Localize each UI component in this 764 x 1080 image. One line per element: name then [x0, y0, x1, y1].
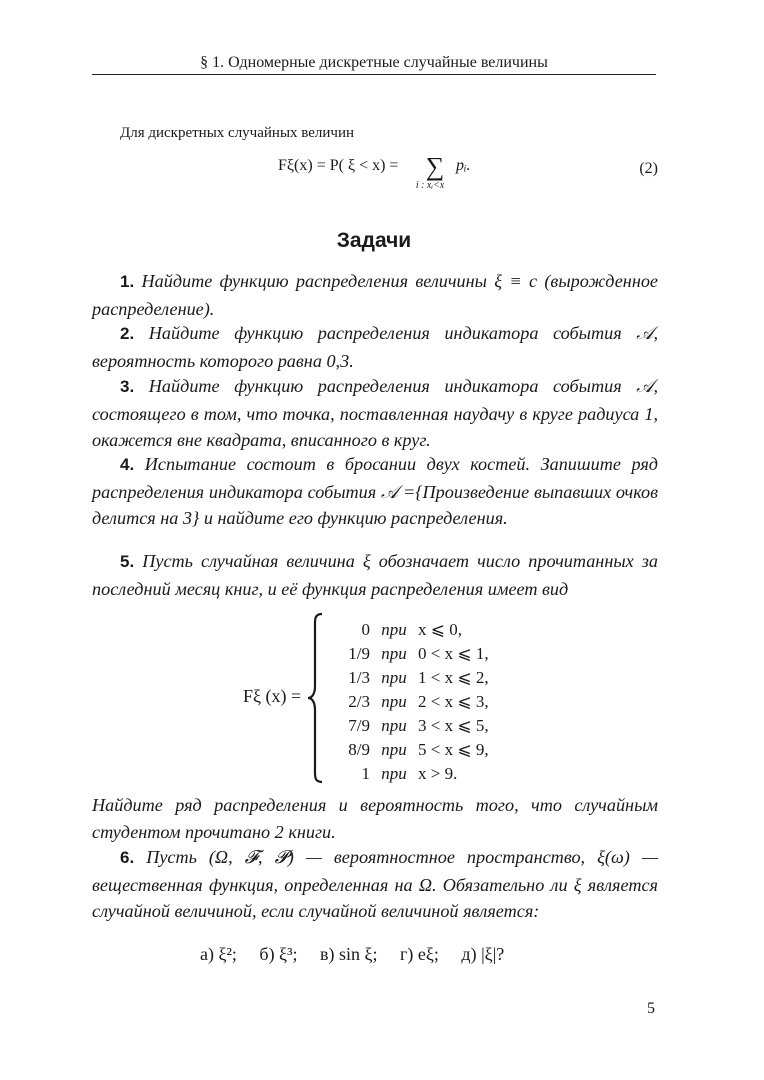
problem-4: [92, 451, 658, 532]
problem-number: 3.: [120, 377, 135, 396]
cdf-word: при: [381, 692, 407, 711]
cdf-word: при: [381, 620, 407, 639]
sum-subscript: i : xᵢ<x: [415, 180, 445, 191]
intro-text: Для дискретных случайных величин: [120, 125, 355, 141]
cdf-word: при: [381, 668, 407, 687]
cdf-word: при: [381, 764, 407, 783]
running-header: § 1. Одномерные дискретные случайные величины: [200, 54, 548, 71]
cdf-value: 2/3: [348, 692, 370, 711]
cdf-condition: 2 < x ⩽ 3,: [418, 692, 489, 711]
variant-d: г) eξ;: [400, 944, 439, 964]
cdf-value: 7/9: [348, 716, 370, 735]
problem-text: Пусть случайная величина ξ обозначает число прочитанных за последний месяц книг, и её функция распределения имеет вид: [92, 551, 658, 599]
sum-term: pᵢ.: [456, 157, 471, 174]
variant-a: а) ξ²;: [200, 944, 237, 964]
cdf-label: Fξ (x) =: [243, 686, 302, 706]
cdf-condition: x > 9.: [418, 764, 458, 783]
cdf-condition: 3 < x ⩽ 5,: [418, 716, 489, 735]
cdf-row: [326, 666, 489, 690]
problem-text: Испытание состоит в бросании двух костей. Запишите ряд распределения индикатора события 𝒜 ={Произведение выпавших очков делится на 3} и найдите его функцию распределения.: [92, 454, 659, 529]
cdf-row: [326, 690, 489, 714]
cdf-row: [326, 642, 489, 666]
cdf-value: 1: [361, 764, 370, 783]
problem-number: 5.: [120, 552, 135, 571]
cdf-row: [326, 714, 489, 738]
cdf-value: 1/3: [348, 668, 370, 687]
cdf-value: 8/9: [348, 740, 370, 759]
cdf-word: при: [381, 644, 407, 663]
problem-text: Пусть (Ω, 𝓕, 𝓟) — вероятностное пространство, ξ(ω) — вещественная функция, определенная на Ω. Обязательно ли ξ является случайной величиной, если случайной величиной является:: [92, 847, 659, 922]
cdf-condition: 5 < x ⩽ 9,: [418, 740, 489, 759]
cdf-word: при: [381, 740, 407, 759]
problem-number: 1.: [120, 272, 135, 291]
sum-sign: ∑: [425, 152, 445, 181]
problem-5-tail: Найдите ряд распределения и вероятность того, что случайным студентом прочитано 2 книги.: [92, 795, 658, 842]
formula-lhs: Fξ(x) = P( ξ < x) =: [278, 157, 399, 174]
cdf-condition: 1 < x ⩽ 2,: [418, 668, 489, 687]
cdf-condition: 0 < x ⩽ 1,: [418, 644, 489, 663]
problem-5: [92, 548, 658, 602]
problem-2: [92, 320, 658, 374]
cdf-row: [326, 618, 462, 642]
page-number: 5: [647, 1000, 655, 1017]
problem-1: [92, 268, 658, 322]
cdf-row: [326, 738, 489, 762]
problem-6: [92, 844, 658, 925]
sum-block: [415, 152, 450, 191]
variant-b: б) ξ³;: [259, 944, 298, 964]
cdf-value: 1/9: [348, 644, 370, 663]
problem-number: 4.: [120, 455, 135, 474]
left-brace: [306, 612, 326, 784]
problem-number: 2.: [120, 324, 135, 343]
cdf-row: [326, 762, 457, 786]
section-title: Задачи: [336, 229, 412, 252]
problem-text: Найдите функцию распределения индикатора события 𝒜, вероятность которого равна 0,3.: [92, 323, 659, 371]
cdf-word: при: [381, 716, 407, 735]
problem-3: [92, 373, 658, 454]
variant-c: в) sin ξ;: [319, 944, 378, 964]
variant-e: д) |ξ|?: [461, 944, 505, 964]
header-rule: [92, 74, 656, 75]
problem-number: 6.: [120, 848, 135, 867]
cdf-value: 0: [361, 620, 370, 639]
cdf-condition: x ⩽ 0,: [418, 620, 462, 639]
variants-line: [200, 944, 522, 965]
problem-text: Найдите функцию распределения индикатора события 𝒜, состоящего в том, что точка, поставленная наудачу в круге радиуса 1, окажется вне квадрата, вписанного в круг.: [92, 376, 659, 451]
equation-number: (2): [639, 160, 658, 177]
problem-text: Найдите функцию распределения величины ξ ≡ c (вырожденное распределение).: [92, 271, 659, 319]
